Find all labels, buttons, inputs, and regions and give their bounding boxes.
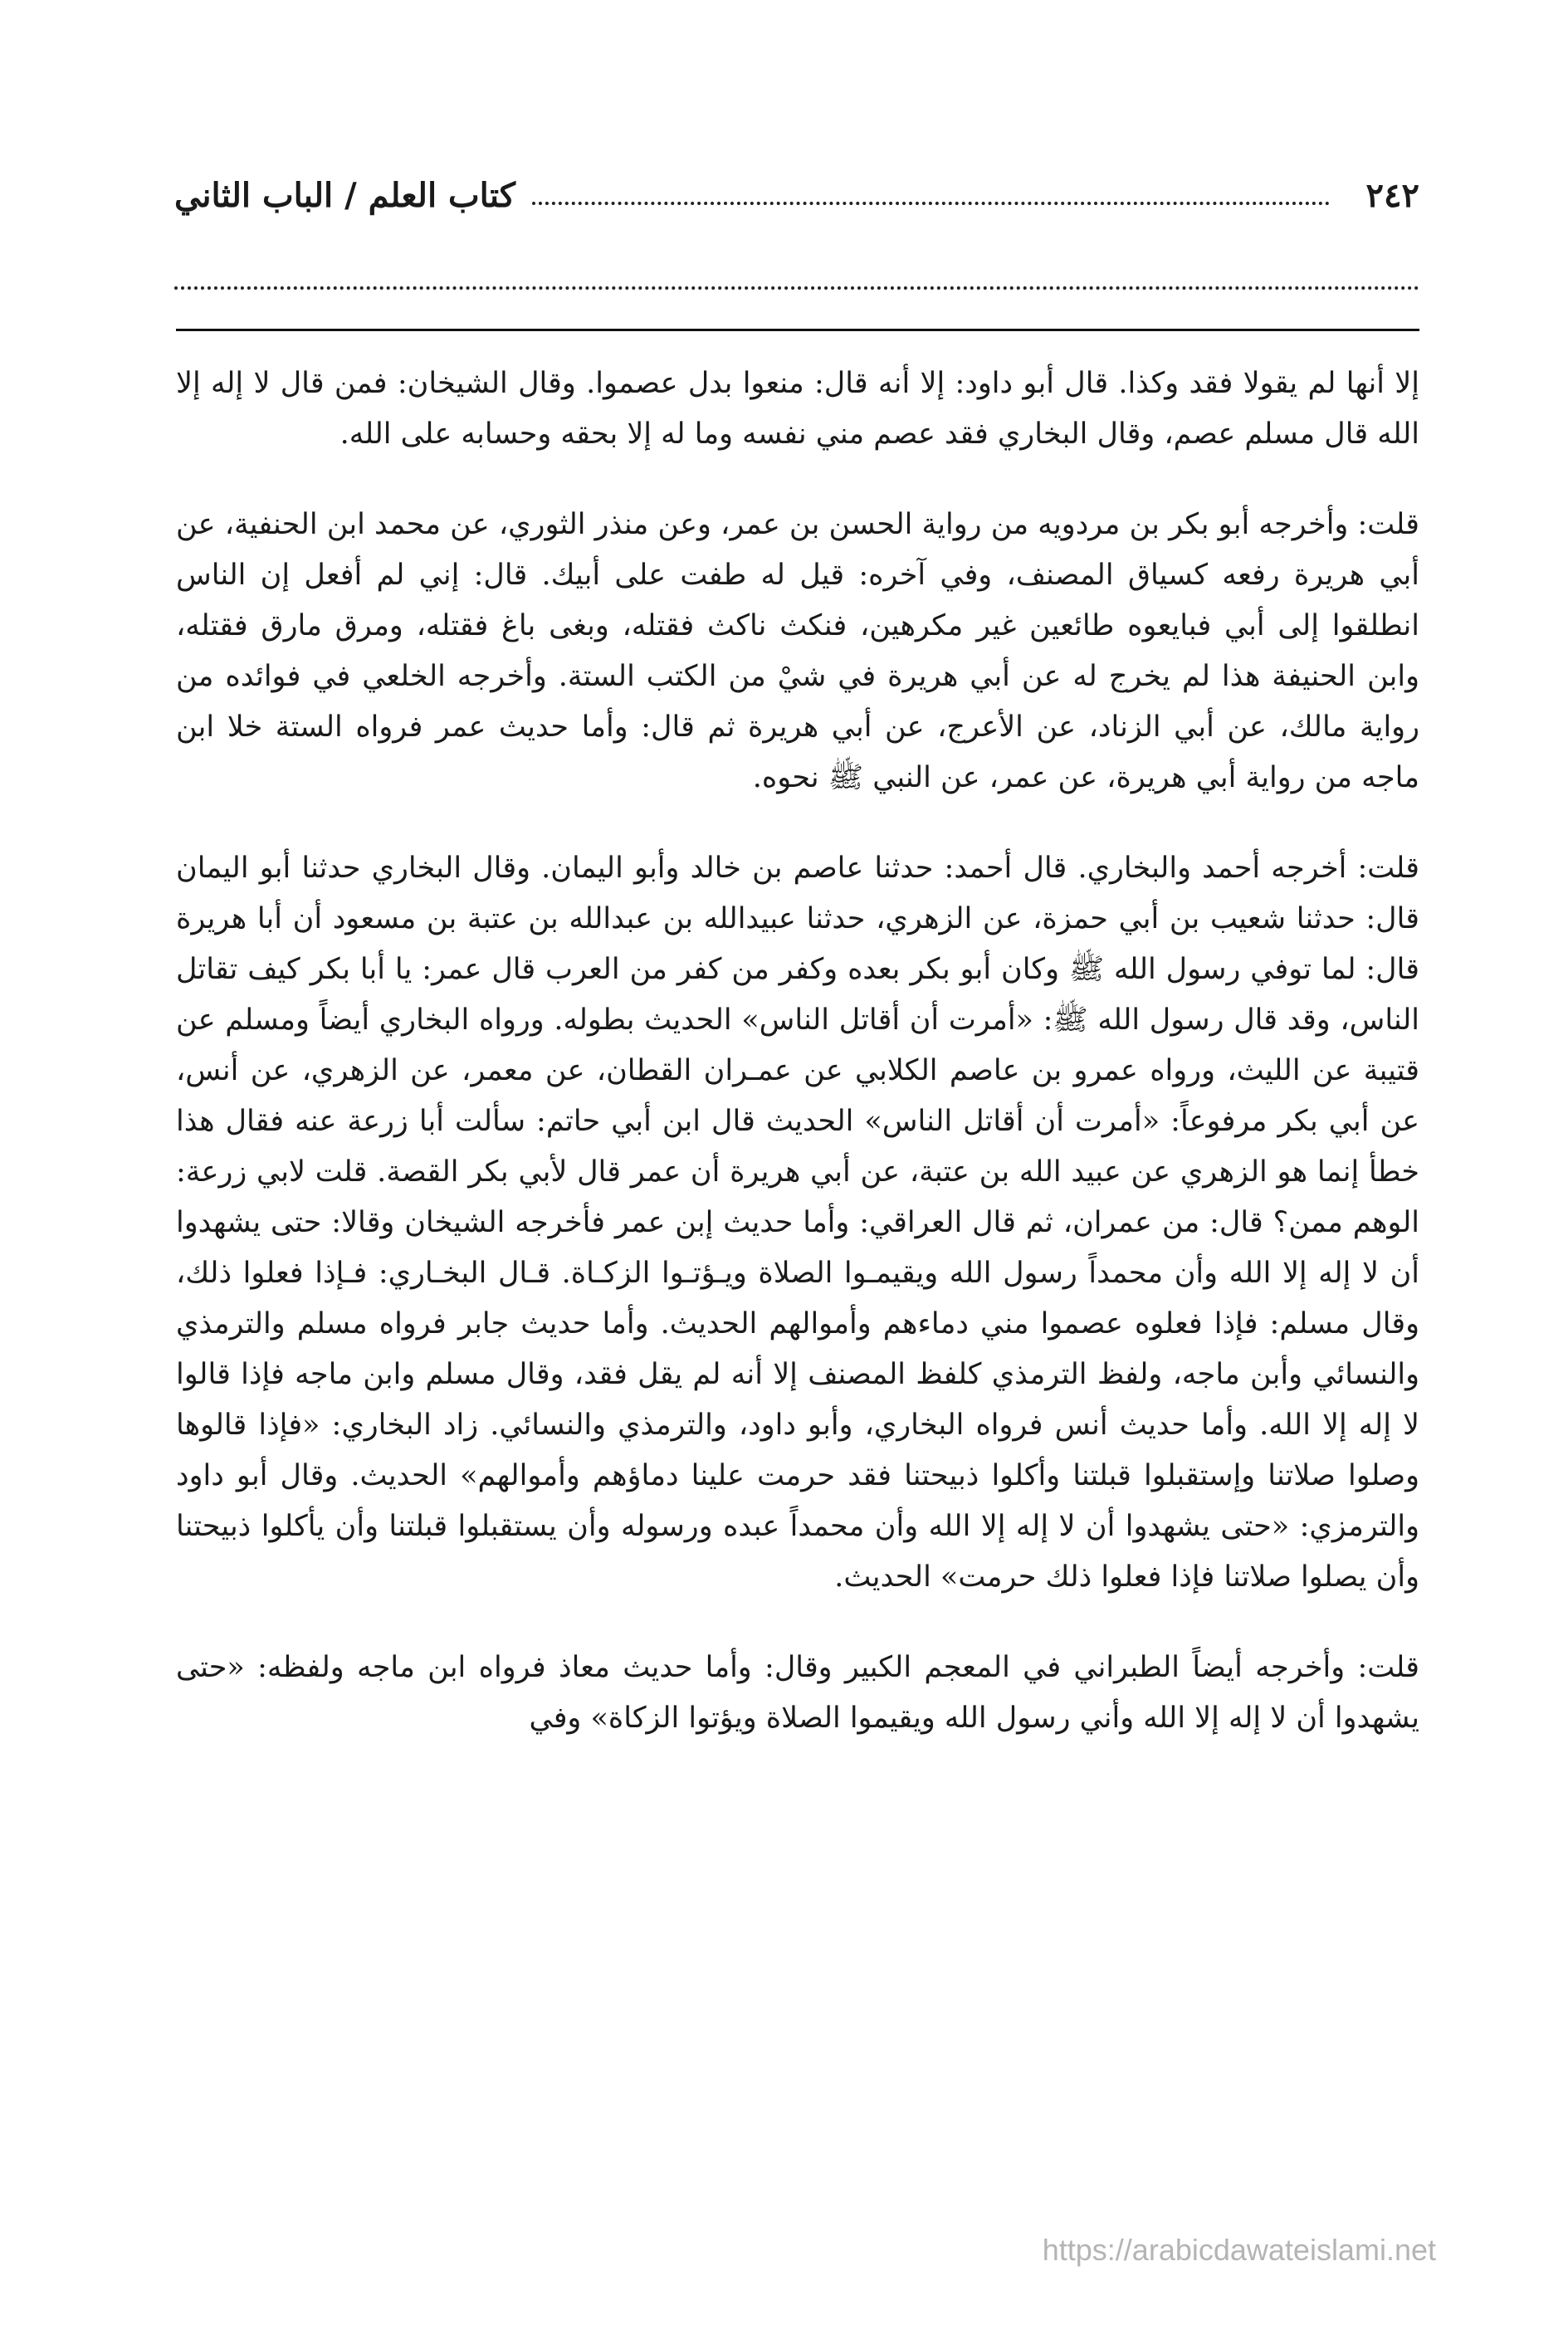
dotted-separator	[174, 286, 1419, 290]
paragraph-1: إلا أنها لم يقولا فقد وكذا. قال أبو داود: إلا أنه قال: منعوا بدل عصموا. وقال الشيخان: فمن قال لا إله إلا الله قال مسلم عصم، وقال البخاري فقد عصم مني نفسه وما له إلا بحقه وحسابه على الله.	[176, 367, 1419, 451]
header-dot-leader	[532, 202, 1330, 205]
paragraph-4: قلت: وأخرجه أيضاً الطبراني في المعجم الكبير وقال: وأما حديث معاذ فرواه ابن ماجه ولفظه: «حتى يشهدوا أن لا إله إلا الله وأني رسول الله ويقيموا الصلاة ويؤتوا الزكاة» وفي	[176, 1651, 1419, 1735]
paragraph-3: قلت: أخرجه أحمد والبخاري. قال أحمد: حدثنا عاصم بن خالد وأبو اليمان. وقال البخاري حدثنا أبو اليمان قال: حدثنا شعيب بن أبي حمزة، عن الزهري، حدثنا عبيدالله بن عبدالله بن عتبة بن مسعود أن أبا هريرة قال: لما توفي رسول الله ﷺ وكان أبو بكر بعده وكفر من كفر من العرب قال عمر: يا أبا بكر كيف تقاتل الناس، وقد قال رسول الله ﷺ: «أمرت أن أقاتل الناس» الحديث بطوله. ورواه البخاري أيضاً ومسلم عن قتيبة عن الليث، ورواه عمرو بن عاصم الكلابي عن عمـران القطان، عن معمر، عن الزهري، عن أنس، عن أبي بكر مرفوعاً: «أمرت أن أقاتل الناس» الحديث قال ابن أبي حاتم: سألت أبا زرعة عنه فقال هذا خطأ إنما هو الزهري عن عبيد الله بن عتبة، عن أبي هريرة أن عمر قال لأبي بكر القصة. قلت لابي زرعة: الوهم ممن؟ قال: من عمران، ثم قال العراقي: وأما حديث إبن عمر فأخرجه الشيخان وقالا: حتى يشهدوا أن لا إله إلا الله وأن محمداً رسول الله ويقيمـوا الصلاة ويـؤتـوا الزكـاة. قـال البخـاري: فـإذا فعلوا ذلك، وقال مسلم: فإذا فعلوه عصموا مني دماءهم وأموالهم الحديث. وأما حديث جابر فرواه مسلم والترمذي والنسائي وأبن ماجه، ولفظ الترمذي كلفظ المصنف إلا أنه لم يقل فقد، وقال مسلم وابن ماجه فإذا قالوا لا إله إلا الله. وأما حديث أنس فرواه البخاري، وأبو داود، والترمذي والنسائي. زاد البخاري: «فإذا قالوها وصلوا صلاتنا وإستقبلوا قبلتنا وأكلوا ذبيحتنا فقد حرمت علينا دماؤهم وأموالهم» الحديث. وقال أبو داود والترمزي: «حتى يشهدوا أن لا إله إلا الله وأن محمداً عبده ورسوله وأن يستقبلوا قبلتنا وأن يأكلوا ذبيحتنا وأن يصلوا صلاتنا فإذا فعلوا ذلك حرمت» الحديث.	[176, 852, 1419, 1594]
header-rule	[176, 329, 1419, 331]
main-text	[176, 359, 1419, 1744]
paragraph-2: قلت: وأخرجه أبو بكر بن مردويه من رواية الحسن بن عمر، وعن منذر الثوري، عن محمد ابن الحنفية، عن أبي هريرة رفعه كسياق المصنف، وفي آخره: قيل له طفت على أبيك. قال: إني لم أفعل إن الناس انطلقوا إلى أبي فبايعوه طائعين غير مكرهين، فنكث ناكث فقتله، وبغى باغ فقتله، ومرق مارق فقتله، وابن الحنيفة هذا لم يخرج له عن أبي هريرة في شيْ من الكتب الستة. وأخرجه الخلعي في فوائده من رواية مالك، عن أبي الزناد، عن الأعرج، عن أبي هريرة ثم قال: وأما حديث عمر فرواه الستة خلا ابن ماجه من رواية أبي هريرة، عن عمر، عن النبي ﷺ نحوه.	[176, 508, 1419, 794]
watermark-url: https://arabicdawateislami.net	[1042, 2233, 1436, 2267]
running-title: كتاب العلم / الباب الثاني	[174, 175, 515, 215]
page-number: ٢٤٢	[1365, 175, 1419, 215]
page-header	[174, 166, 1419, 224]
